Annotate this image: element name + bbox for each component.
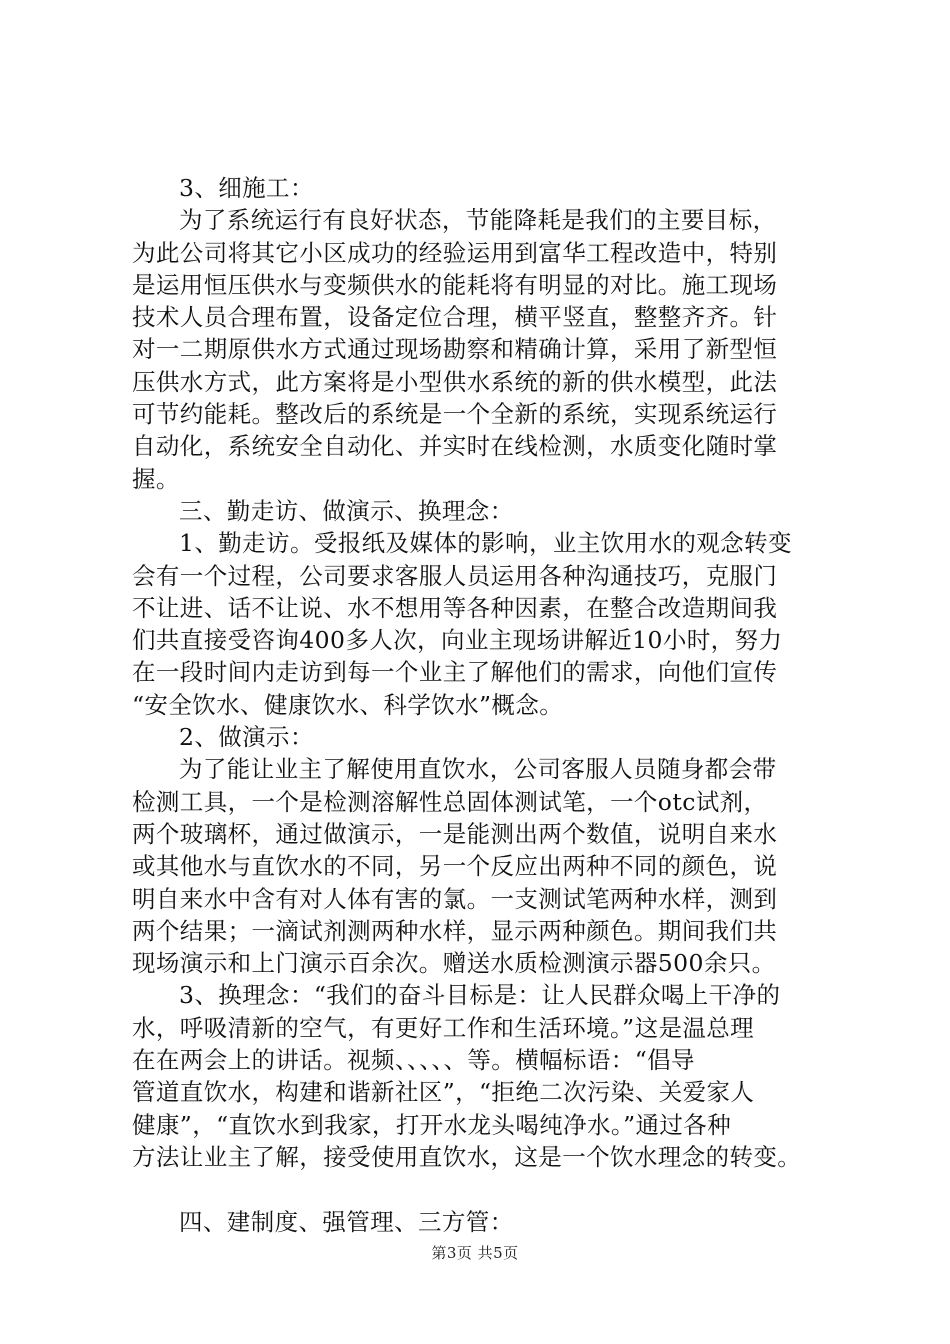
text-line: 水，呼吸清新的空气，有更好工作和生活环境。”这是温总理 <box>132 1013 755 1042</box>
section-heading-four: 四、建制度、强管理、三方管： <box>179 1207 514 1236</box>
text-line: 为了能让业主了解使用直饮水，公司客服人员随身都会带 <box>179 755 777 784</box>
text-line: 可节约能耗。整改后的系统是一个全新的系统，实现系统运行 <box>132 400 778 429</box>
text-line: 3、换理念：“我们的奋斗目标是：让人民群众喝上干净的 <box>179 981 781 1010</box>
text-line: 为了系统运行有良好状态，节能降耗是我们的主要目标， <box>179 206 777 235</box>
text-line: 是运用恒压供水与变频供水的能耗将有明显的对比。施工现场 <box>132 270 778 299</box>
text-line: 方法让业主了解，接受使用直饮水，这是一个饮水理念的转变。 <box>132 1142 802 1171</box>
section-heading-construction: 3、细施工： <box>179 174 314 202</box>
text-line: 会有一个过程，公司要求客服人员运用各种沟通技巧，克服门 <box>132 561 778 590</box>
text-line: 们共直接受咨询400多人次，向业主现场讲解近10小时，努力 <box>132 626 783 655</box>
text-line: 检测工具，一个是检测溶解性总固体测试笔，一个otc试剂， <box>132 787 768 816</box>
text-line: 在一段时间内走访到每一个业主了解他们的需求，向他们宣传 <box>132 658 778 687</box>
text-line: 1、勤走访。受报纸及媒体的影响，业主饮用水的观念转变 <box>179 529 792 558</box>
text-line: 或其他水与直饮水的不同，另一个反应出两种不同的颜色，说 <box>132 852 778 881</box>
text-line: 在在两会上的讲话。视频、、、、、等。横幅标语：“倡导 <box>132 1046 695 1075</box>
text-line: 握。 <box>132 464 180 493</box>
paragraph-gap <box>132 1173 832 1205</box>
text-line: 不让进、话不让说、水不想用等各种因素，在整合改造期间我 <box>132 593 778 622</box>
text-line: 自动化，系统安全自动化、并实时在线检测，水质变化随时掌 <box>132 432 778 461</box>
text-line: 压供水方式，此方案将是小型供水系统的新的供水模型，此法 <box>132 367 778 396</box>
page-footer <box>0 1242 950 1263</box>
document-body <box>132 172 832 1238</box>
text-line: 明自来水中含有对人体有害的氯。一支测试笔两种水样，测到 <box>132 884 778 913</box>
text-line: 技术人员合理布置，设备定位合理，横平竖直，整整齐齐。针 <box>132 303 778 332</box>
text-line: 为此公司将其它小区成功的经验运用到富华工程改造中，特别 <box>132 238 778 267</box>
section-heading-demo: 2、做演示： <box>179 723 314 752</box>
text-line: 两个结果；一滴试剂测两种水样，显示两种颜色。期间我们共 <box>132 916 778 945</box>
text-line: 现场演示和上门演示百余次。赠送水质检测演示器500余只。 <box>132 949 776 978</box>
text-line: 对一二期原供水方式通过现场勘察和精确计算，采用了新型恒 <box>132 335 778 364</box>
page-number: 第3页 共5页 <box>431 1244 519 1262</box>
text-line: “安全饮水、健康饮水、科学饮水”概念。 <box>132 690 564 719</box>
text-line: 管道直饮水，构建和谐新社区”，“拒绝二次污染、关爱家人 <box>132 1078 755 1107</box>
text-line: 健康”，“直饮水到我家，打开水龙头喝纯净水。”通过各种 <box>132 1110 732 1139</box>
section-heading-three: 三、勤走访、做演示、换理念： <box>179 496 514 525</box>
text-line: 两个玻璃杯，通过做演示，一是能测出两个数值，说明自来水 <box>132 819 778 848</box>
